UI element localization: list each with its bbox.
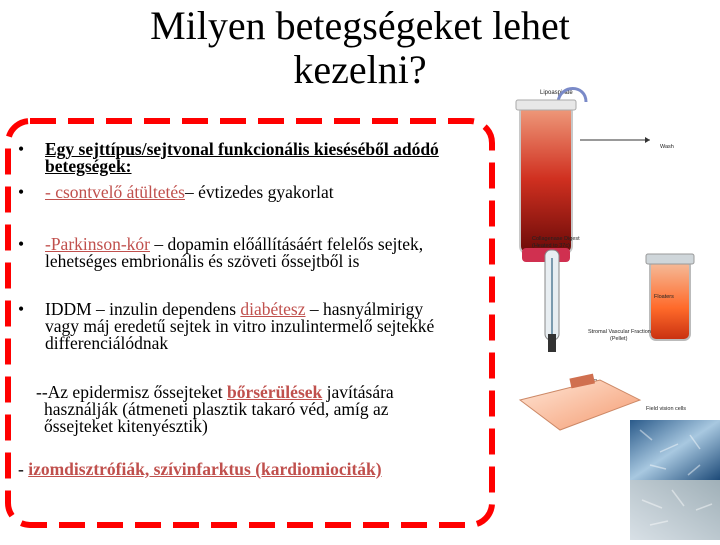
para1-pre: --Az epidermisz őssejteket [36, 382, 227, 402]
bullet-marker: • [18, 139, 25, 159]
bullet-1-line-2: betegségek: [45, 156, 132, 176]
muscle-dystrophy-link[interactable]: izomdisztrófiák, szívinfarktus (kardiomiociták) [28, 459, 382, 479]
label-floaters: Floaters [654, 294, 674, 300]
parkinson-link[interactable]: -Parkinson-kór [45, 234, 150, 254]
bullet-marker: • [18, 299, 25, 319]
label-field-vision: Field vision cells [646, 406, 687, 412]
epidermis-paragraph [36, 384, 506, 435]
label-wash: Wash [660, 144, 674, 150]
bullet-4-line-2: vagy máj eredetű sejtek in vitro inzulintermelő sejtekké [45, 316, 435, 336]
para1-line-3: őssejteket kitenyésztik) [44, 416, 208, 436]
culture-flask [520, 380, 640, 430]
bullet-4-rest: – hasnyálmirigy [305, 299, 424, 319]
bullet-1-text [45, 141, 515, 175]
para1-rest: javítására [322, 382, 394, 402]
bullet-4-text [45, 301, 515, 352]
label-lipoaspirate: Lipoaspirate [540, 90, 573, 96]
tube-cap [516, 100, 576, 110]
bullet-3-rest: – dopamin előállításáért felelős sejtek, [149, 234, 424, 254]
thermometer-tip [548, 334, 556, 352]
bullet-3-text [45, 236, 515, 270]
lipoaspirate-tube [520, 104, 572, 254]
bullet-4-line-3: differenciálódnak [45, 333, 169, 353]
title-line-1: Milyen betegségeket lehet [150, 3, 570, 48]
label-collagenase: Collagenase Digest (Heated to 37c) [532, 236, 580, 249]
bullet-3-line-2: lehetséges embrionális és szöveti őssejtből is [45, 251, 360, 271]
micrograph-blue [630, 420, 720, 480]
muscle-paragraph [18, 461, 498, 478]
bullet-2-rest: – évtizedes gyakorlat [184, 182, 334, 202]
bullet-1-line-1: Egy sejttípus/sejtvonal funkcionális kieséséből adódó [45, 139, 439, 159]
process-drawing [500, 80, 720, 540]
bullet-marker: • [18, 182, 25, 202]
para2-pre: - [18, 459, 29, 479]
stem-cell-process-illustration [500, 80, 720, 540]
micrograph-gray [630, 480, 720, 540]
centrifuge-tube [650, 260, 690, 340]
bone-marrow-link[interactable]: - csontvelő átültetés [45, 182, 185, 202]
title-line-2: kezelni? [293, 47, 427, 92]
bullet-2-text [45, 184, 515, 201]
arrow-head [645, 137, 650, 143]
skin-injury-link[interactable]: bőrsérülések [226, 382, 323, 402]
diabetes-link[interactable]: diabétesz [240, 299, 306, 319]
para1-line-2: használják (átmeneti plasztik takaró véd, amíg az [44, 399, 389, 419]
bullet-marker: • [18, 234, 25, 254]
bullet-4-pre: IDDM – inzulin dependens [45, 299, 241, 319]
label-stromal: Stromal Vascular Fraction (Pellet) [588, 329, 651, 342]
centrifuge-cap [646, 254, 694, 264]
